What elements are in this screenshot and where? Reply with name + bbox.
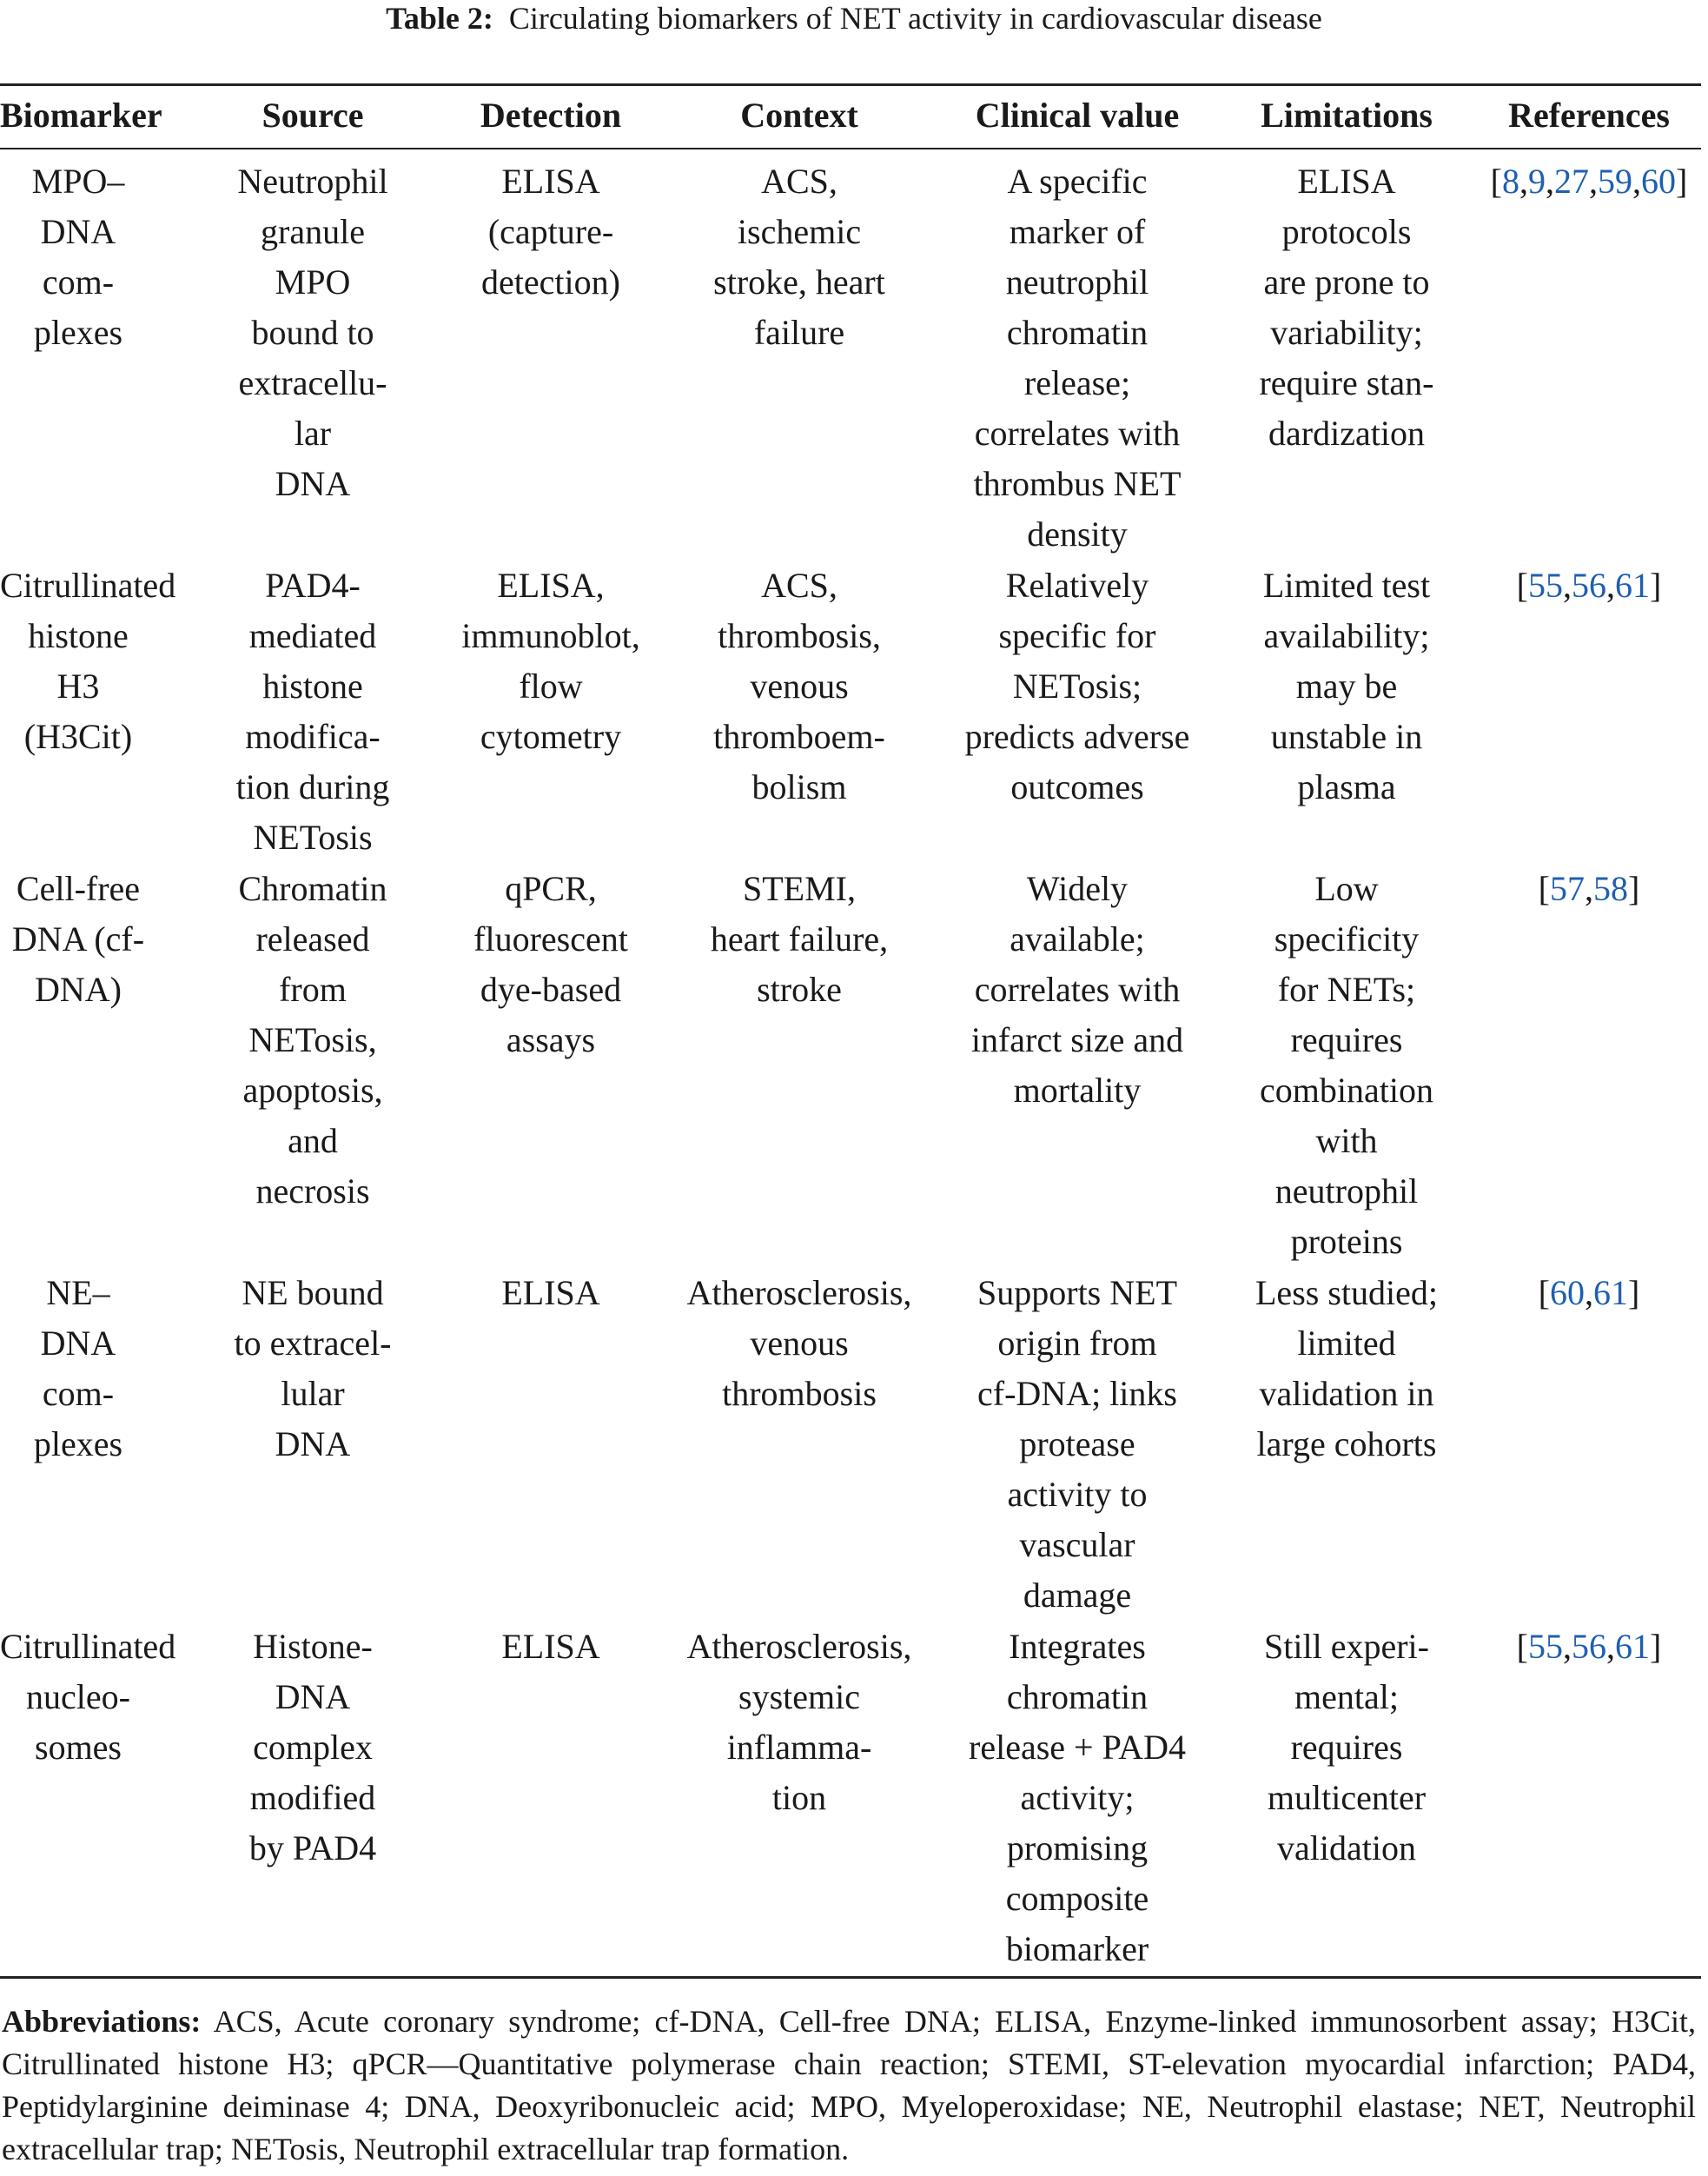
bottom-rule: [0, 1976, 1701, 1979]
table-row-1-source: Neutrophil granule MPO bound to extracellu- lar DNA: [237, 162, 388, 503]
reference-link[interactable]: 58: [1593, 869, 1628, 908]
caption-label: Table 2:: [386, 1, 493, 36]
table-row-1-limitations: ELISA protocols are prone to variability; require stan- dardization: [1259, 162, 1434, 453]
table-row-4-limitations: Less studied; limited validation in large cohorts: [1255, 1273, 1438, 1463]
top-rule: [0, 83, 1701, 86]
reference-link[interactable]: 60: [1550, 1273, 1585, 1312]
reference-link[interactable]: 55: [1528, 566, 1563, 605]
reference-link[interactable]: 61: [1615, 566, 1650, 605]
column-header-clinical-value: Clinical value: [975, 96, 1180, 135]
column-header-source: Source: [261, 96, 364, 135]
reference-link[interactable]: 8: [1502, 162, 1519, 201]
table-row-5-source: Histone- DNA complex modified by PAD4: [248, 1627, 377, 1868]
table-row-1-references: [8,9,27,59,60]: [1490, 162, 1688, 201]
reference-link[interactable]: 9: [1528, 162, 1546, 201]
column-header-detection: Detection: [480, 96, 622, 135]
reference-link[interactable]: 59: [1598, 162, 1632, 201]
caption-title: Circulating biomarkers of NET activity in cardiovascular disease: [508, 1, 1322, 36]
reference-link[interactable]: 60: [1641, 162, 1676, 201]
table-row-1-context: ACS, ischemic stroke, heart failure: [713, 162, 885, 352]
reference-link[interactable]: 27: [1554, 162, 1589, 201]
column-header-biomarker: Biomarker: [0, 96, 162, 135]
table-row-4-context: Atherosclerosis, venous thrombosis: [686, 1273, 912, 1413]
reference-link[interactable]: 61: [1615, 1627, 1650, 1666]
abbreviations-text: ACS, Acute coronary syndrome; cf-DNA, Cell-free DNA; ELISA, Enzyme-linked immunosorbent assay; H3Cit, Citrullinated histone H3; qPCR—Quantitative polymerase chain reaction; STEMI, ST-elevation myocardial infarction; PAD4, Peptidylarginine deiminase 4; DNA, Deoxyribonucleic acid; MPO, Myeloperoxidase; NE, Neutrophil elastase; NET, Neutrophil extracellular trap; NETosis, Neutrophil extracellular trap formation.: [2, 2004, 1696, 2166]
table-row-3-clinical-value: Widely available; correlates with infarct size and mortality: [970, 869, 1184, 1110]
table-row-1-detection: ELISA (capture- detection): [481, 162, 620, 302]
table-row-3-biomarker: Cell-free DNA (cf- DNA): [11, 869, 145, 1009]
reference-link[interactable]: 57: [1550, 869, 1585, 908]
abbreviations-footnote: [2, 2000, 1696, 2171]
table-row-3-context: STEMI, heart failure, stroke: [710, 869, 889, 1009]
table-row-3-detection: qPCR, fluorescent dye-based assays: [473, 869, 628, 1059]
table-row-4-biomarker: NE– DNA com- plexes: [33, 1273, 123, 1463]
table-row-4-detection: ELISA: [501, 1273, 600, 1312]
column-header-limitations: Limitations: [1261, 96, 1433, 135]
table-row-2-source: PAD4- mediated histone modifica- tion during NETosis: [235, 566, 390, 857]
table-row-5-references: [55,56,61]: [1516, 1627, 1662, 1666]
table-row-2-references: [55,56,61]: [1516, 566, 1662, 605]
table-caption: [0, 0, 1708, 36]
table-row-2-context: ACS, thrombosis, venous thromboem- bolism: [713, 566, 885, 806]
table-row-5-clinical-value: Integrates chromatin release + PAD4 activity; promising composite biomarker: [969, 1627, 1186, 1968]
reference-link[interactable]: 55: [1528, 1627, 1563, 1666]
column-header-references: References: [1508, 96, 1670, 135]
reference-link[interactable]: 56: [1572, 1627, 1606, 1666]
table-row-5-context: Atherosclerosis, systemic inflamma- tion: [686, 1627, 912, 1817]
table-row-1-clinical-value: A specific marker of neutrophil chromatin release; correlates with thrombus NET density: [973, 162, 1182, 554]
table-row-2-biomarker: Citrullinated histone H3 (H3Cit): [0, 566, 176, 756]
abbreviations-label: Abbreviations:: [2, 2004, 202, 2039]
table-row-3-source: Chromatin released from NETosis, apoptosis, and necrosis: [238, 869, 387, 1211]
reference-link[interactable]: 56: [1572, 566, 1606, 605]
table-row-3-limitations: Low specificity for NETs; requires combination with neutrophil proteins: [1260, 869, 1433, 1261]
table-row-2-clinical-value: Relatively specific for NETosis; predicts adverse outcomes: [964, 566, 1190, 806]
column-header-context: Context: [740, 96, 858, 135]
table-row-4-references: [60,61]: [1538, 1273, 1640, 1312]
table-row-1-biomarker: MPO– DNA com- plexes: [31, 162, 125, 352]
table-row-4-source: NE bound to extracel- lular DNA: [234, 1273, 392, 1463]
table-row-2-detection: ELISA, immunoblot, flow cytometry: [461, 566, 640, 756]
header-rule: [0, 148, 1701, 149]
table-row-5-detection: ELISA: [501, 1627, 600, 1666]
table-row-3-references: [57,58]: [1538, 869, 1640, 908]
reference-link[interactable]: 61: [1593, 1273, 1628, 1312]
table-row-2-limitations: Limited test availability; may be unstable in plasma: [1262, 566, 1431, 806]
table-row-5-limitations: Still experi- mental; requires multicenter validation: [1264, 1627, 1429, 1868]
table-row-4-clinical-value: Supports NET origin from cf-DNA; links protease activity to vascular damage: [977, 1273, 1177, 1615]
table-row-5-biomarker: Citrullinated nucleo- somes: [0, 1627, 176, 1767]
